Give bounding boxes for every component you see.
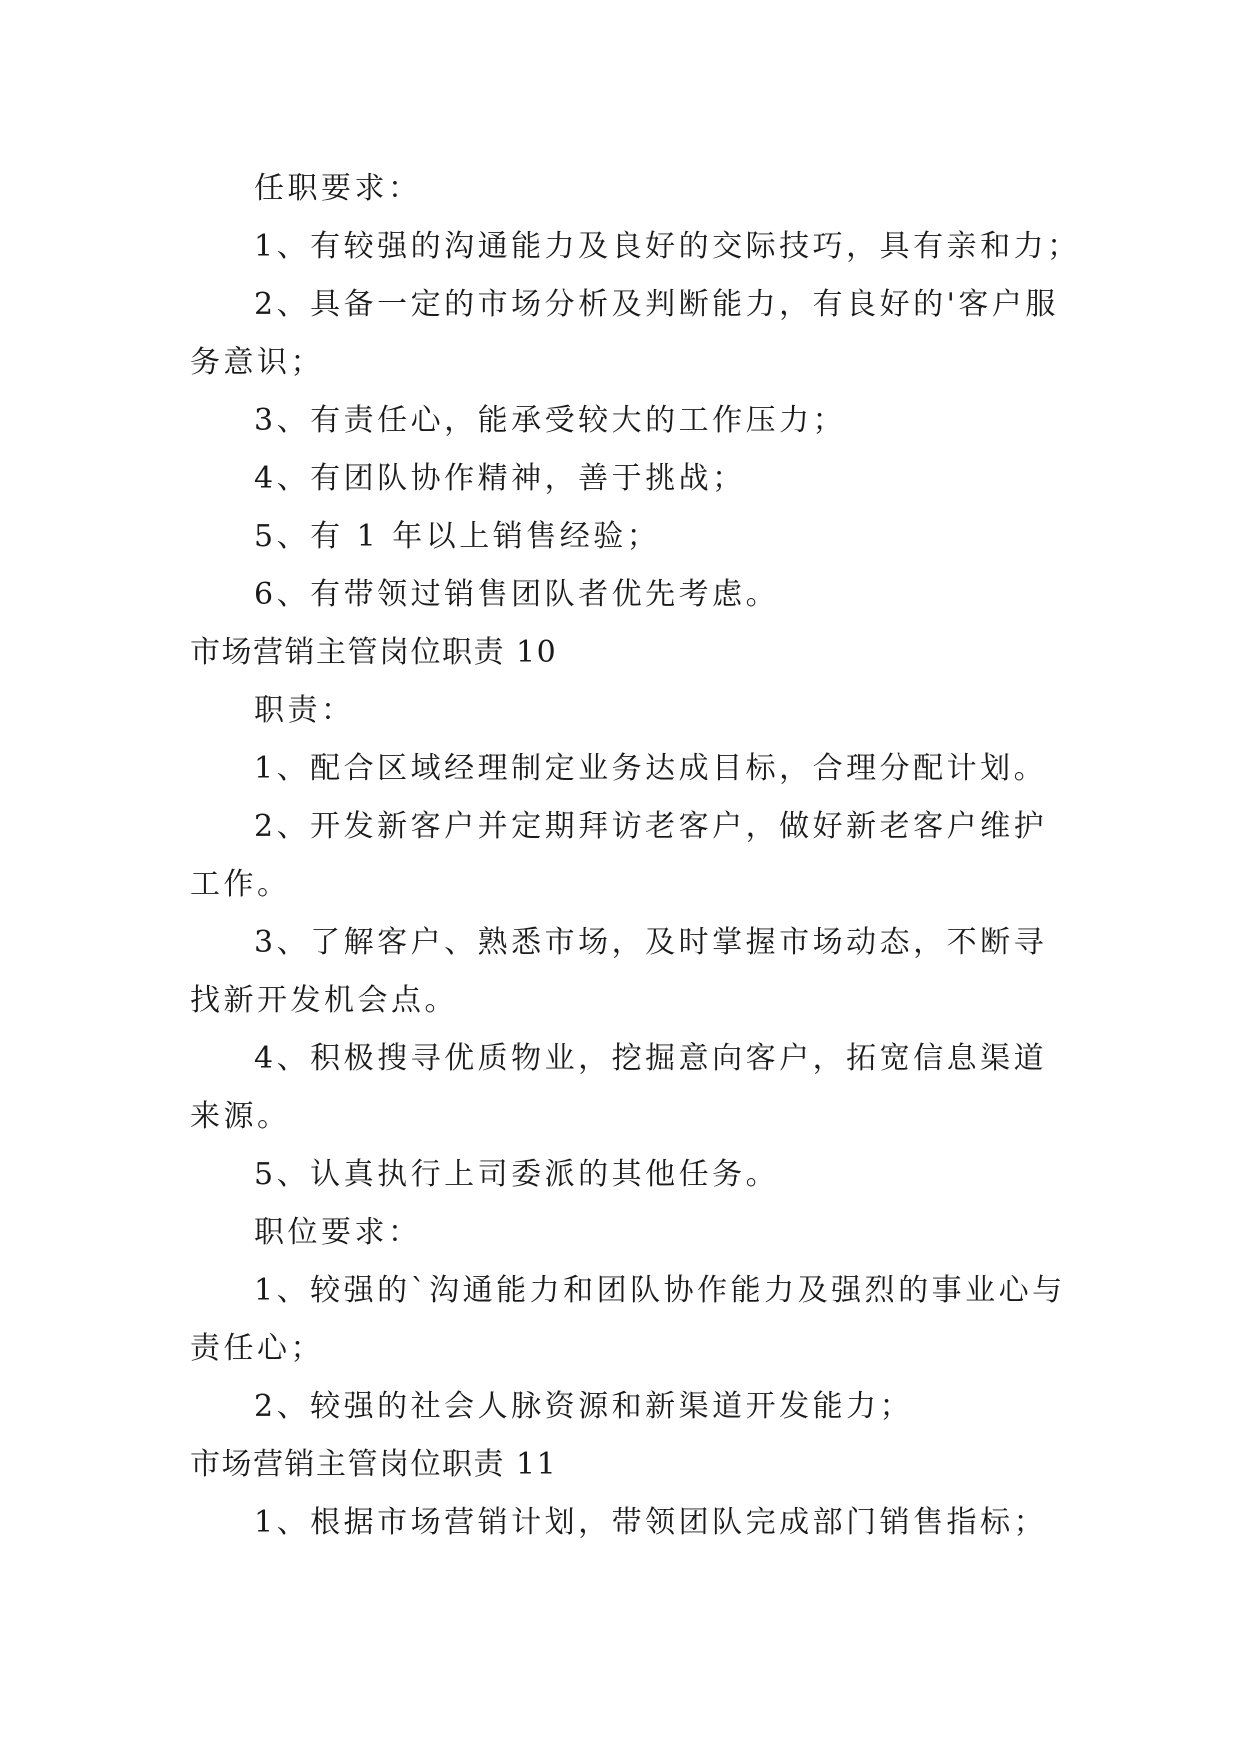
paragraph-requirement-3: 3、有责任心，能承受较大的工作压力；	[254, 403, 847, 438]
paragraph-requirements-heading: 任职要求：	[254, 171, 422, 206]
paragraph-duty-5: 5、认真执行上司委派的其他任务。	[254, 1157, 780, 1192]
paragraph-position-requirement-1: 1、较强的`沟通能力和团队协作能力及强烈的事业心与	[254, 1273, 1066, 1308]
paragraph-requirement-2: 2、具备一定的市场分析及判断能力，有良好的'客户服	[254, 287, 1059, 322]
paragraph-duty-4: 4、积极搜寻优质物业，挖掘意向客户，拓宽信息渠道	[254, 1041, 1048, 1076]
document-body	[190, 160, 1081, 1552]
paragraph-position-requirement-2: 2、较强的社会人脉资源和新渠道开发能力；	[254, 1389, 914, 1424]
paragraph-requirement-2-cont: 务意识；	[190, 345, 324, 380]
paragraph-requirement-6: 6、有带领过销售团队者优先考虑。	[254, 577, 780, 612]
paragraph-requirement-4: 4、有团队协作精神，善于挑战；	[254, 461, 746, 496]
paragraph-position-requirements-heading: 职位要求：	[254, 1215, 422, 1250]
paragraph-duties-heading: 职责：	[254, 693, 355, 728]
paragraph-duty-3-cont: 找新开发机会点。	[190, 983, 458, 1018]
paragraph-duty-4-cont: 来源。	[190, 1099, 291, 1134]
section-title-10: 市场营销主管岗位职责 10	[190, 635, 558, 670]
section-title-11: 市场营销主管岗位职责 11	[190, 1447, 558, 1482]
paragraph-position-requirement-1-cont: 责任心；	[190, 1331, 324, 1366]
paragraph-requirement-5: 5、有 1 年以上销售经验；	[254, 519, 661, 554]
paragraph-duty-2-cont: 工作。	[190, 867, 291, 902]
paragraph-requirement-1: 1、有较强的沟通能力及良好的交际技巧，具有亲和力；	[254, 229, 1081, 264]
paragraph-duty-3: 3、了解客户、熟悉市场，及时掌握市场动态，不断寻	[254, 925, 1048, 960]
paragraph-duty-1: 1、配合区域经理制定业务达成目标，合理分配计划。	[254, 751, 1048, 786]
paragraph-duty-2: 2、开发新客户并定期拜访老客户，做好新老客户维护	[254, 809, 1048, 844]
paragraph-11-duty-1: 1、根据市场营销计划，带领团队完成部门销售指标；	[254, 1505, 1048, 1540]
